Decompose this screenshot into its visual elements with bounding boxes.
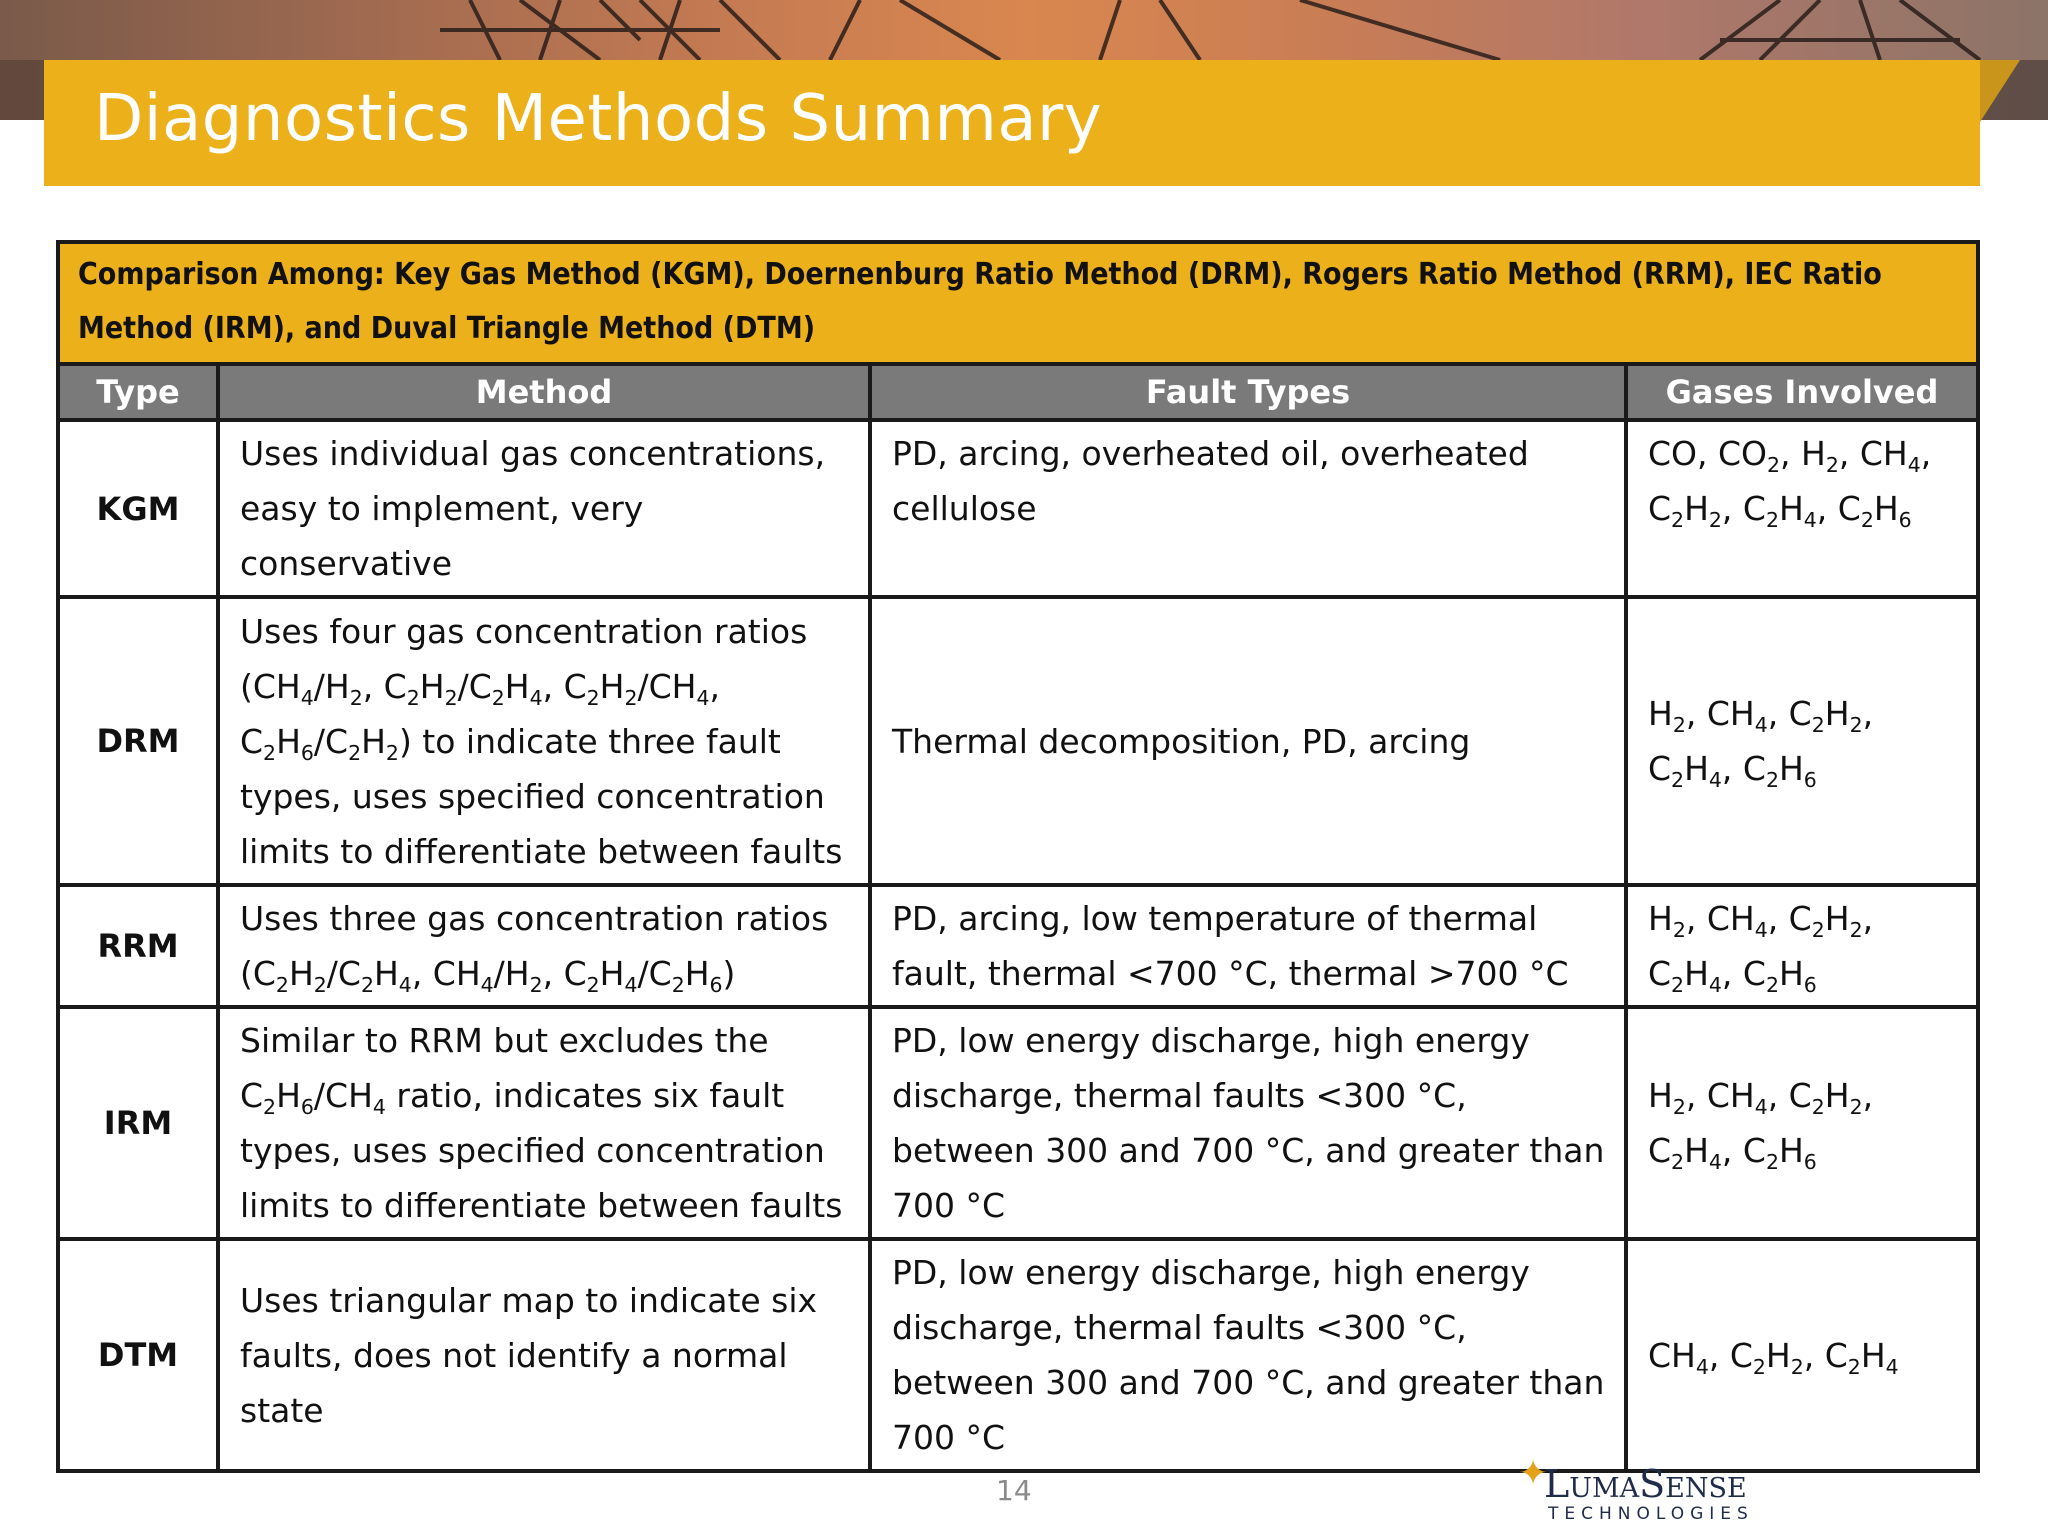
table-caption: Comparison Among: Key Gas Method (KGM), Doernenburg Ratio Method (DRM), Rogers Ratio Method (RRM), IEC Ratio Method (IRM), and Duval Triangle Method (DTM): [58, 242, 1978, 364]
row-fault-types: PD, arcing, overheated oil, overheated cellulose: [870, 420, 1626, 597]
row-gases: $H_2$, $CH_4$, $C_2H_2$, $C_2H_4$, $C_2H_6$: [1626, 1007, 1978, 1239]
column-header-fault-types: Fault Types: [870, 364, 1626, 420]
row-type: RRM: [58, 885, 218, 1007]
row-gases: $CH_4$, $C_2H_2$, $C_2H_4$: [1626, 1239, 1978, 1471]
table-row: [58, 420, 1978, 597]
caption-row: [58, 242, 1978, 364]
table-row: [58, 885, 1978, 1007]
title-bar: [44, 60, 1980, 186]
row-fault-types: PD, low energy discharge, high energy discharge, thermal faults <300 °C, between 300 and 700 °C, and greater than 700 °C: [870, 1239, 1626, 1471]
logo-tagline: TECHNOLOGIES: [1548, 1504, 1754, 1524]
header-row: [58, 364, 1978, 420]
row-gases: $H_2$, $CH_4$, $C_2H_2$, $C_2H_4$, $C_2H_6$: [1626, 885, 1978, 1007]
column-header-method: Method: [218, 364, 870, 420]
row-fault-types: PD, arcing, low temperature of thermal fault, thermal <700 °C, thermal >700 °C: [870, 885, 1626, 1007]
column-header-type: Type: [58, 364, 218, 420]
methods-comparison-table: [56, 240, 1980, 1473]
row-type: KGM: [58, 420, 218, 597]
table-row: [58, 1007, 1978, 1239]
page-number: 14: [996, 1474, 1032, 1507]
row-method: Similar to RRM but excludes the $C_2H_6/CH_4$ ratio, indicates six fault types, uses specified concentration limits to differentiate between faults: [218, 1007, 870, 1239]
row-gases: $H_2$, $CH_4$, $C_2H_2$, $C_2H_4$, $C_2H_6$: [1626, 597, 1978, 885]
row-method: Uses four gas concentration ratios ($CH_4/H_2$, $C_2H_2/C_2H_4$, $C_2H_2/CH_4$, $C_2H_6/C_2H_2$) to indicate three fault types, uses specified concentration limits to differentiate between faults: [218, 597, 870, 885]
title-bar-corner: [1980, 60, 2020, 122]
table-row: [58, 597, 1978, 885]
row-fault-types: PD, low energy discharge, high energy discharge, thermal faults <300 °C, between 300 and 700 °C, and greater than 700 °C: [870, 1007, 1626, 1239]
row-fault-types: Thermal decomposition, PD, arcing: [870, 597, 1626, 885]
column-header-gases: Gases Involved: [1626, 364, 1978, 420]
row-type: IRM: [58, 1007, 218, 1239]
row-method: Uses individual gas concentrations, easy to implement, very conservative: [218, 420, 870, 597]
page-title: Diagnostics Methods Summary: [94, 82, 1103, 156]
row-type: DTM: [58, 1239, 218, 1471]
row-type: DRM: [58, 597, 218, 885]
lumasense-logo: [1518, 1453, 1758, 1526]
row-method: Uses three gas concentration ratios ($C_2H_2/C_2H_4$, $CH_4/H_2$, $C_2H_4/C_2H_6$): [218, 885, 870, 1007]
row-method: Uses triangular map to indicate six faults, does not identify a normal state: [218, 1239, 870, 1471]
table-row: [58, 1239, 1978, 1471]
logo-name: LumaSense: [1544, 1462, 1747, 1506]
row-gases: CO, $CO_2$, $H_2$, $CH_4$, $C_2H_2$, $C_2H_4$, $C_2H_6$: [1626, 420, 1978, 597]
star-icon: ✦: [1518, 1453, 1549, 1494]
